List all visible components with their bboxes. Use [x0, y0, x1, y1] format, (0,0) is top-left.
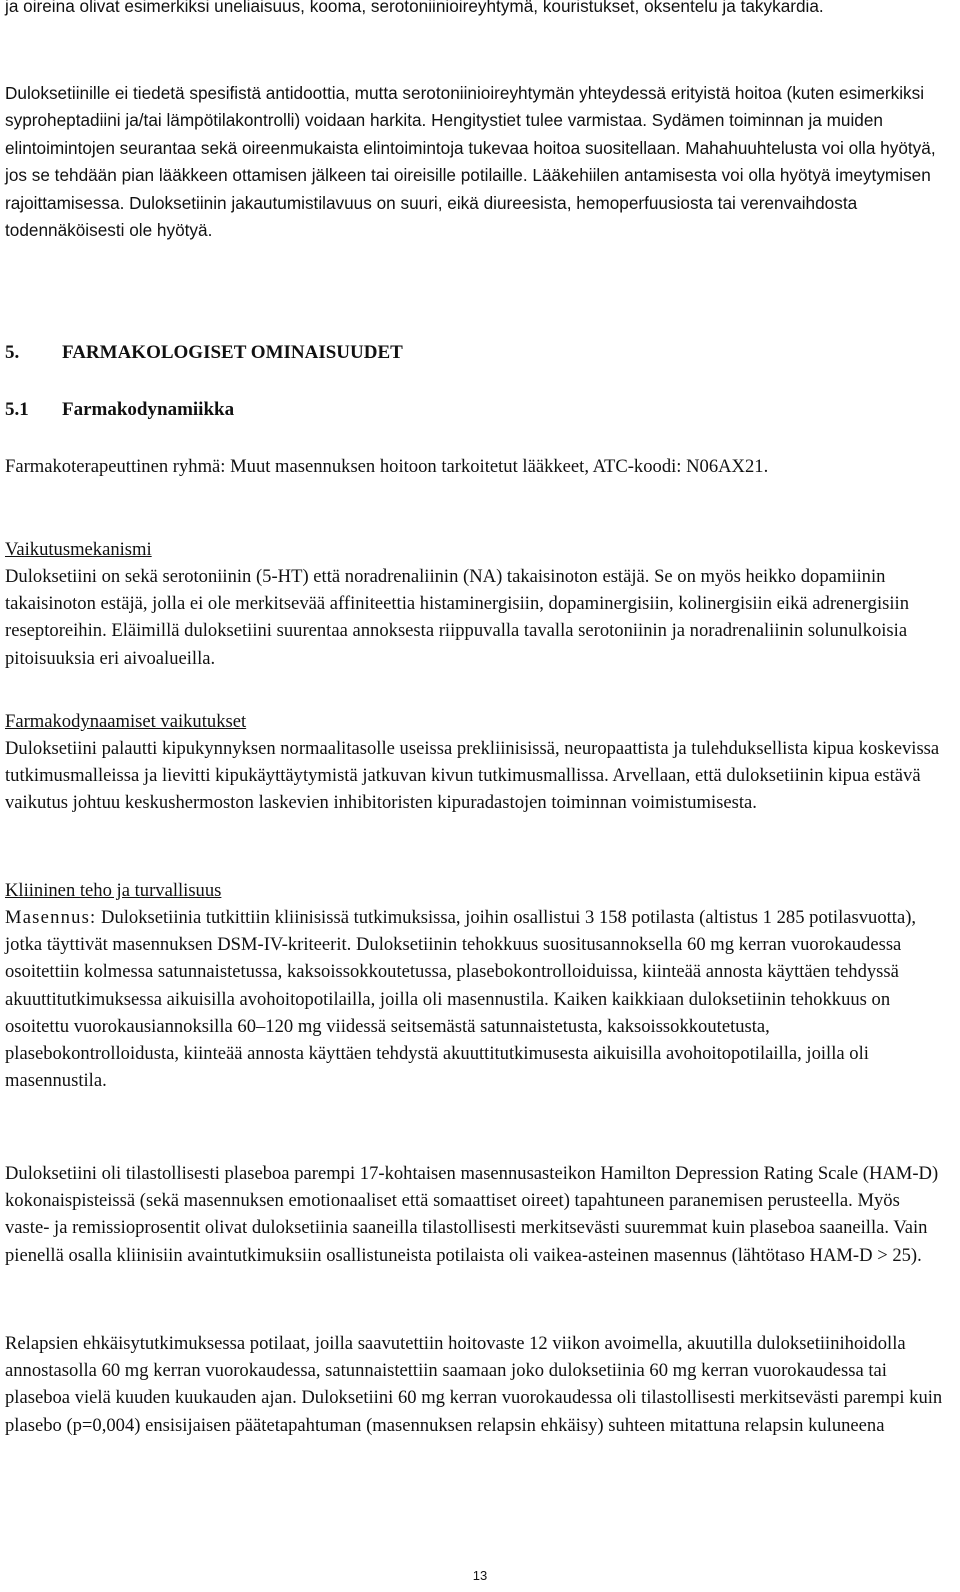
- paragraph-mechanism: Duloksetiini on sekä serotoniinin (5-HT) että noradrenaliinin (NA) takaisinoton estäjä. Se on myös heikko dopamiinin takaisinoton estäjä, jolla ei ole merkitsevää affiniteettia histaminergisiin, dopaminergisiin, kolinergisiin eikä adrenergisiin reseptoreihin. Eläimillä duloksetiini suurentaa annoksesta riippuvalla tavalla serotoniinin ja noradrenaliinin solunulkoisia pitoisuuksia eri aivoalueilla.: [5, 566, 909, 669]
- page-number: 13: [472, 1568, 488, 1583]
- paragraph-relapse: Relapsien ehkäisytutkimuksessa potilaat, joilla saavutettiin hoitovaste 12 viikon avoimella, akuutilla duloksetiinihoidolla annostasolla 60 mg kerran vuorokaudessa, satunnaistettiin saamaan joko duloksetiinia 60 mg kerran vuorokaudessa tai plaseboa vielä kuuden kuukauden ajan. Duloksetiini 60 mg kerran vuorokaudessa oli tilastollisesti merkitsevästi parempi kuin plasebo (p=0,004) ensisijaisen päätetapahtuman (masennuksen relapsin ehkäisy) suhteen mitattuna relapsin kuluneena: [5, 1333, 943, 1436]
- section-number: 5.1: [5, 399, 29, 420]
- paragraph-overdose-treatment: Duloksetiinille ei tiedetä spesifistä antidoottia, mutta serotoniinioireyhtymän yhteydessä erityistä hoitoa (kuten esimerkiksi syproheptadiini ja/tai lämpötilakontrolli) voidaan harkita. Hengitystiet tulee varmistaa. Sydämen toiminnan ja muiden elintoimintojen seurantaa sekä oireenmukaista elintoimintoja tukevaa hoitoa suositellaan. Mahahuuhtelusta voi olla hyötyä, jos se tehdään pian lääkkeen ottamisen jälkeen tai oireisille potilaille. Lääkehiilen antamisesta voi olla hyötyä imeytymisen rajoittamisessa. Duloksetiinin jakautumistilavuus on suuri, eikä diureesista, hemoperfuusiosta tai verenvaihdosta todennäköisesti ole hyötyä.: [5, 83, 936, 241]
- paragraph-atc: Farmakoterapeuttinen ryhmä: Muut masennuksen hoitoon tarkoitetut lääkkeet, ATC-koodi: N06AX21.: [5, 456, 769, 477]
- paragraph-clinical: [5, 904, 940, 1094]
- section-title: FARMAKOLOGISET OMINAISUUDET: [62, 342, 403, 363]
- paragraph-overdose-continuation: ja oireina olivat esimerkiksi uneliaisuus, kooma, serotoniinioireyhtymä, kouristukset, oksentelu ja takykardia.: [5, 0, 824, 16]
- subheading-clinical: Kliininen teho ja turvallisuus: [5, 880, 222, 901]
- subheading-pd-effects: Farmakodynaamiset vaikutukset: [5, 711, 247, 732]
- depression-label: Masennus:: [5, 907, 97, 928]
- subheading-mechanism: Vaikutusmekanismi: [5, 539, 152, 560]
- section-heading-5-1: [5, 396, 945, 423]
- paragraph-hamd: Duloksetiini oli tilastollisesti plaseboa parempi 17-kohtaisen masennusasteikon Hamilton Depression Rating Scale (HAM-D) kokonaispisteissä (sekä masennuksen emotionaaliset että somaattiset oireet) tapahtuneen paranemisen perusteella. Myös vaste- ja remissioprosentit olivat duloksetiinia saaneilla tilastollisesti merkitsevästi suuremmat kuin plaseboa saaneilla. Vain pienellä osalla kliinisiin avaintutkimuksiin osallistuneista potilaista oli vaikea-asteinen masennus (lähtötaso HAM-D > 25).: [5, 1163, 939, 1266]
- section-heading-5: [5, 339, 945, 366]
- paragraph-clinical-text: Duloksetiinia tutkittiin kliinisissä tutkimuksissa, joihin osallistui 3 158 potilasta (altistus 1 285 potilasvuotta), jotka täyttivät masennuksen DSM-IV-kriteerit. Duloksetiinin tehokkuus suositusannoksella 60 mg kerran vuorokaudessa osoitettiin kolmessa satunnaistetussa, kaksoissokkoutetussa, plasebokontrolloiduissa, kiinteää annosta käyttäen tehdyssä akuuttitutkimuksessa aikuisilla avohoitopotilailla, joilla oli masennustila. Kaiken kaikkiaan duloksetiinin tehokkuus on osoitettu vuorokausiannoksilla 60–120 mg viidessä seitsemästä satunnaistetusta, kaksoissokkoutetusta, plasebokontrolloidusta, kiinteää annosta käyttäen tehdystä akuuttitutkimusesta aikuisilla avohoitopotilailla, joilla oli masennustila.: [5, 907, 917, 1092]
- section-title: Farmakodynamiikka: [62, 399, 235, 420]
- paragraph-pd-effects: Duloksetiini palautti kipukynnyksen normaalitasolle useissa prekliinisissä, neuropaattista ja tulehduksellista kipua koskevissa tutkimusmalleissa ja lievitti kipukäyttäytymistä jatkuvan kivun tutkimusmallissa. Arvellaan, että duloksetiinin kipua estävä vaikutus johtuu keskushermoston laskevien inhibitoristen kipuradastojen toiminnan voimistumisesta.: [5, 738, 940, 814]
- section-number: 5.: [5, 342, 20, 363]
